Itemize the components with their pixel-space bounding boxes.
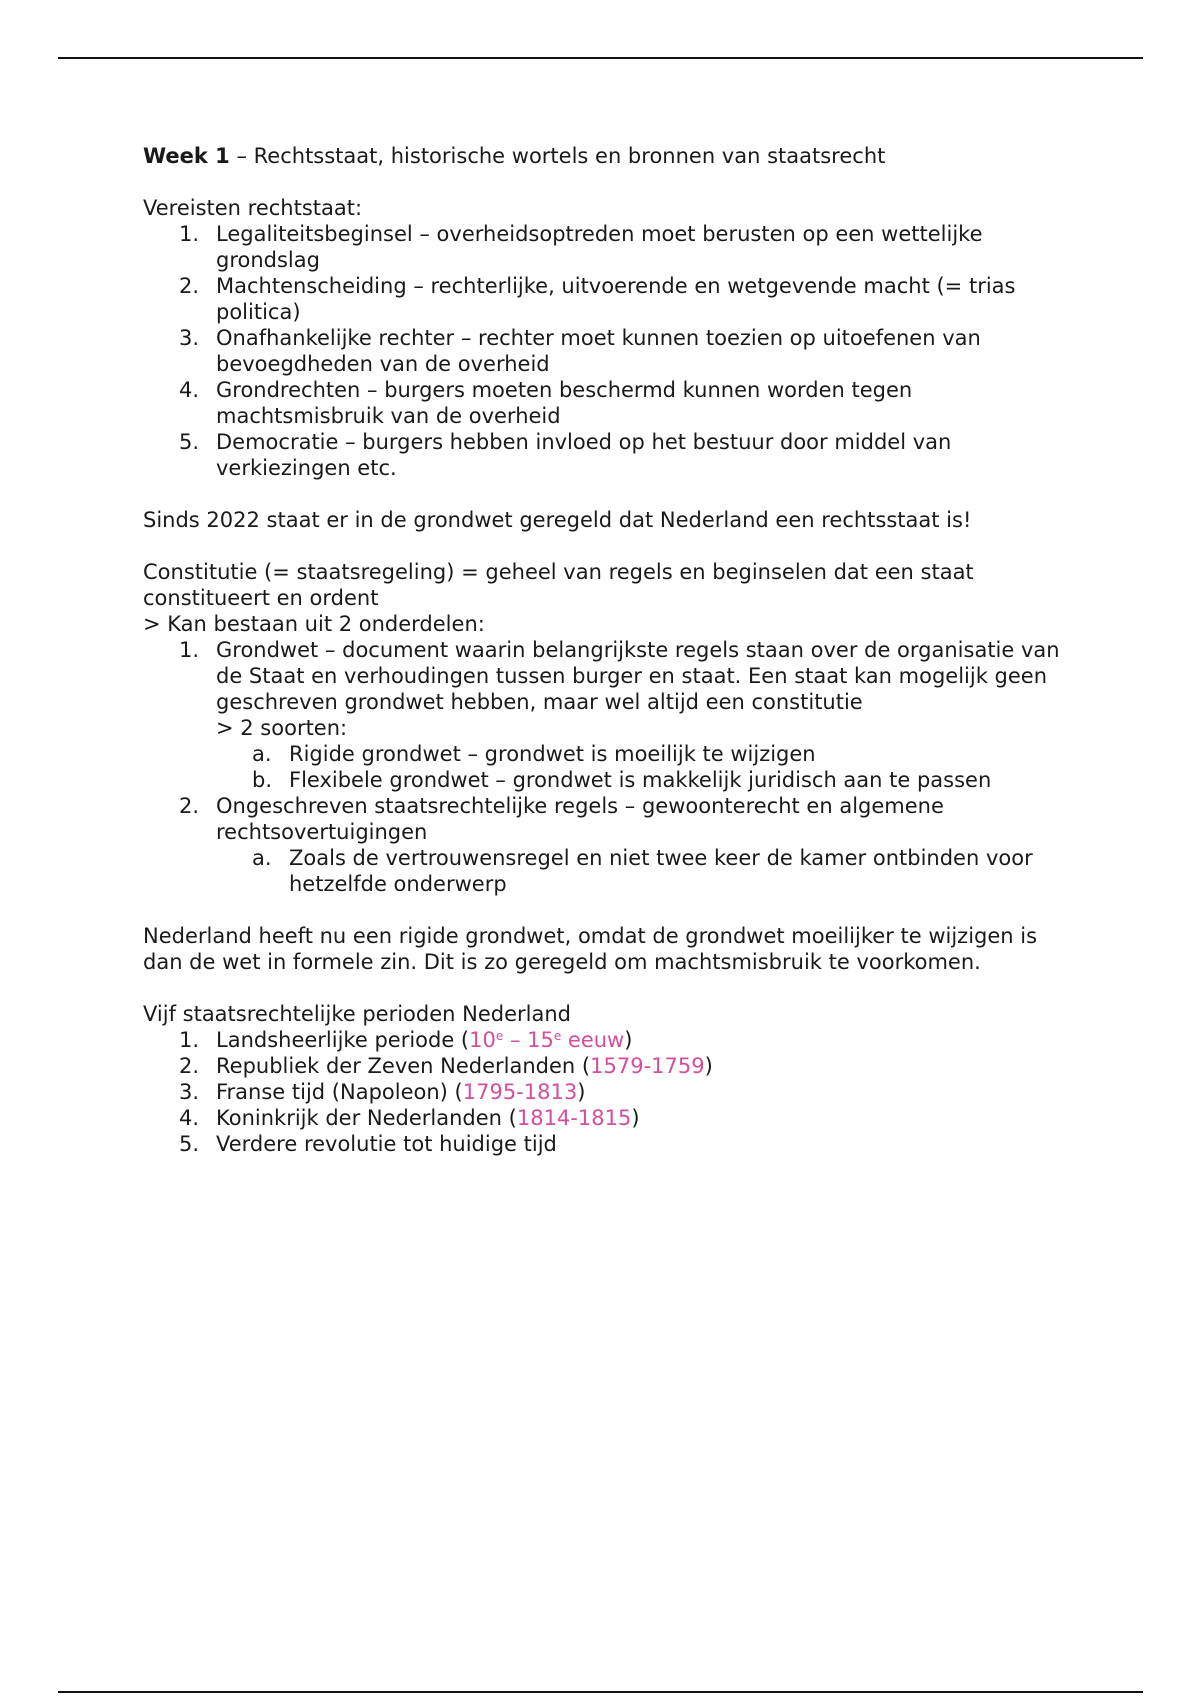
week-title: – Rechtsstaat, historische wortels en bronnen van staatsrecht (229, 144, 886, 168)
periods-intro: Vijf staatsrechtelijke perioden Nederland (143, 1002, 571, 1026)
examples-list (143, 845, 1063, 897)
requirements-list (143, 221, 1063, 481)
list-item: 1. Grondwet – document waarin belangrijkste regels staan over de organisatie van de Staat en verhoudingen tussen burger en staat. Een staat kan mogelijk geen geschreven grondwet hebben, maar wel altijd een constitutie > 2 soorten: a. Rigide grondwet – grondwet is moeilijk te wijzigen b. Flexibele grondwet – grondwet is makkelijk juridisch aan te passen (143, 637, 1063, 793)
list-item: 4. Grondrechten – burgers moeten beschermd kunnen worden tegen machtsmisbruik van de overheid (179, 378, 913, 428)
list-item: 3. Onafhankelijke rechter – rechter moet kunnen toezien op uitoefenen van bevoegdheden van de overheid (179, 326, 981, 376)
kinds-list (143, 741, 1063, 793)
periods-list (143, 1027, 1063, 1157)
week-label: Week 1 (143, 144, 230, 168)
constitution-parts-intro: > Kan bestaan uit 2 onderdelen: (143, 612, 485, 636)
week-heading (143, 143, 1063, 169)
header-rule (58, 57, 1143, 59)
document-body (143, 143, 1063, 1157)
footer-rule (58, 1691, 1143, 1693)
since-2022-paragraph: Sinds 2022 staat er in de grondwet geregeld dat Nederland een rechtsstaat is! (143, 508, 972, 532)
list-item: 3. Franse tijd (Napoleon) (1795-1813) (179, 1080, 586, 1104)
rigid-note-paragraph: Nederland heeft nu een rigide grondwet, omdat de grondwet moeilijker te wijzigen is dan de wet in formele zin. Dit is zo geregeld om machtsmisbruik te voorkomen. (143, 924, 1038, 974)
list-item: a. Rigide grondwet – grondwet is moeilijk te wijzigen (252, 742, 816, 766)
list-item: 1. Landsheerlijke periode (10e – 15e eeuw) (179, 1028, 633, 1052)
list-item: 2. Ongeschreven staatsrechtelijke regels – gewoonterecht en algemene rechtsovertuigingen a. Zoals de vertrouwensregel en niet twee keer de kamer ontbinden voor hetzelfde onderwerp (143, 793, 1063, 897)
list-item: 5. Verdere revolutie tot huidige tijd (179, 1132, 557, 1156)
constitution-parts-list (143, 637, 1063, 897)
list-item: 2. Republiek der Zeven Nederlanden (1579-1759) (179, 1054, 713, 1078)
list-item: 4. Koninkrijk der Nederlanden (1814-1815) (179, 1106, 640, 1130)
list-item: b. Flexibele grondwet – grondwet is makkelijk juridisch aan te passen (252, 768, 992, 792)
constitution-definition: Constitutie (= staatsregeling) = geheel van regels en beginselen dat een staat constitueert en ordent (143, 560, 974, 610)
requirements-intro: Vereisten rechtstaat: (143, 196, 363, 220)
list-item: a. Zoals de vertrouwensregel en niet twee keer de kamer ontbinden voor hetzelfde onderwerp (252, 846, 1033, 896)
list-item: 1. Legaliteitsbeginsel – overheidsoptreden moet berusten op een wettelijke grondslag (179, 222, 983, 272)
kinds-intro: > 2 soorten: (216, 716, 348, 740)
list-item: 5. Democratie – burgers hebben invloed op het bestuur door middel van verkiezingen etc. (179, 430, 952, 480)
list-item: 2. Machtenscheiding – rechterlijke, uitvoerende en wetgevende macht (= trias politica) (179, 274, 1016, 324)
